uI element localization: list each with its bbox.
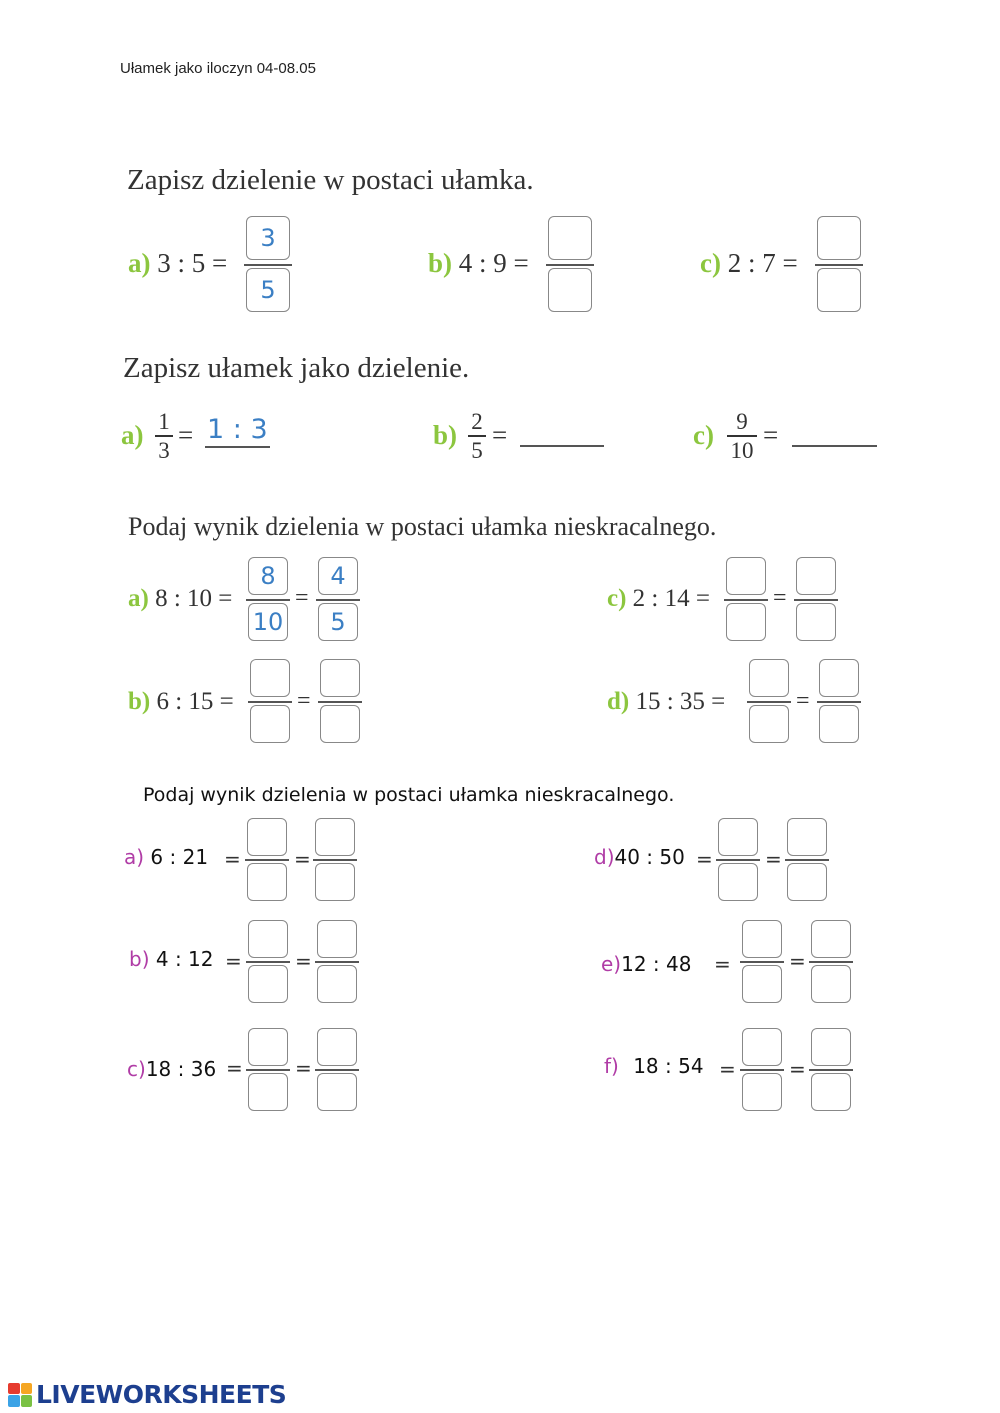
- s3-item-b: b) 6 : 15 =: [128, 688, 234, 715]
- s3-d-den1-box[interactable]: [749, 705, 789, 743]
- s4-b-eq1: =: [225, 949, 242, 973]
- s2-b-label: b): [433, 420, 458, 450]
- s4-a-den2-box[interactable]: [315, 863, 355, 901]
- s4-f-bar2: [809, 1069, 853, 1071]
- s4-c-num2-box[interactable]: [317, 1028, 357, 1066]
- s4-item-d: d)40 : 50: [594, 845, 685, 869]
- s4-e-bar2: [809, 961, 853, 963]
- s4-c-bar2: [315, 1069, 359, 1071]
- s4-b-num1-box[interactable]: [248, 920, 288, 958]
- s3-b-den2-box[interactable]: [320, 705, 360, 743]
- s4-e-num1-box[interactable]: [742, 920, 782, 958]
- s3-b-den1-box[interactable]: [250, 705, 290, 743]
- s3-item-c: c) 2 : 14 =: [607, 585, 710, 612]
- s2-a-fraction: 1 3: [155, 410, 173, 462]
- s1-a-fraction-bar: [244, 264, 292, 266]
- s4-c-num1-box[interactable]: [248, 1028, 288, 1066]
- s1-item-a: a) 3 : 5 =: [128, 248, 228, 278]
- s4-d-den2-box[interactable]: [787, 863, 827, 901]
- s4-item-a: a) 6 : 21: [124, 845, 209, 869]
- s2-a-answer[interactable]: 1 : 3: [207, 414, 268, 445]
- s1-a-expr: 3 : 5 =: [157, 248, 228, 278]
- s3-a-den2-box[interactable]: 5: [318, 603, 358, 641]
- section2-title: Zapisz ułamek jako dzielenie.: [123, 352, 470, 384]
- s4-a-num2-box[interactable]: [315, 818, 355, 856]
- s4-e-num2-box[interactable]: [811, 920, 851, 958]
- s4-a-eq1: =: [224, 847, 241, 871]
- s3-item-a: a) 8 : 10 =: [128, 585, 233, 612]
- s3-item-d: d) 15 : 35 =: [607, 688, 726, 715]
- s4-b-den1-box[interactable]: [248, 965, 288, 1003]
- s4-d-bar2: [785, 859, 829, 861]
- s3-b-num2-box[interactable]: [320, 659, 360, 697]
- s4-f-num1-box[interactable]: [742, 1028, 782, 1066]
- s4-f-bar1: [740, 1069, 784, 1071]
- s1-b-fraction-bar: [546, 264, 594, 266]
- s4-a-den1-box[interactable]: [247, 863, 287, 901]
- s4-b-bar2: [315, 961, 359, 963]
- s3-d-bar1: [747, 701, 791, 703]
- s3-c-eq: =: [773, 585, 787, 611]
- s3-d-eq: =: [796, 688, 810, 714]
- s4-e-eq1: =: [714, 952, 731, 976]
- s4-c-den2-box[interactable]: [317, 1073, 357, 1111]
- s4-c-bar1: [246, 1069, 290, 1071]
- s3-a-eq: =: [295, 585, 309, 611]
- s3-c-num2-box[interactable]: [796, 557, 836, 595]
- s4-e-den1-box[interactable]: [742, 965, 782, 1003]
- s1-b-numerator-box[interactable]: [548, 216, 592, 260]
- s3-d-den2-box[interactable]: [819, 705, 859, 743]
- s3-c-den2-box[interactable]: [796, 603, 836, 641]
- logo-text: LIVEWORKSHEETS: [36, 1380, 287, 1409]
- s4-f-eq1: =: [719, 1057, 736, 1081]
- s4-d-den1-box[interactable]: [718, 863, 758, 901]
- s3-b-num1-box[interactable]: [250, 659, 290, 697]
- s4-e-eq2: =: [789, 949, 806, 973]
- s3-a-den1-box[interactable]: 10: [248, 603, 288, 641]
- s1-item-c: c) 2 : 7 =: [700, 248, 798, 278]
- s4-a-num1-box[interactable]: [247, 818, 287, 856]
- s2-c-answer-line: [792, 445, 877, 447]
- s3-d-num2-box[interactable]: [819, 659, 859, 697]
- s3-b-bar2: [318, 701, 362, 703]
- s3-a-num1-box[interactable]: 8: [248, 557, 288, 595]
- s3-c-den1-box[interactable]: [726, 603, 766, 641]
- s4-b-den2-box[interactable]: [317, 965, 357, 1003]
- s1-c-fraction-bar: [815, 264, 863, 266]
- s2-a-answer-line: [205, 446, 270, 448]
- s4-item-e: e)12 : 48: [601, 952, 692, 976]
- s3-c-bar1: [724, 599, 768, 601]
- s2-a-label: a): [121, 420, 144, 450]
- s1-b-denominator-box[interactable]: [548, 268, 592, 312]
- s4-f-den2-box[interactable]: [811, 1073, 851, 1111]
- s4-item-b: b) 4 : 12: [129, 947, 214, 971]
- s4-d-bar1: [716, 859, 760, 861]
- s2-b-equals: =: [492, 420, 508, 450]
- s1-item-b: b) 4 : 9 =: [428, 248, 529, 278]
- s2-c-equals: =: [763, 420, 779, 450]
- s4-b-eq2: =: [295, 949, 312, 973]
- s4-b-bar1: [246, 961, 290, 963]
- s4-d-num1-box[interactable]: [718, 818, 758, 856]
- s4-c-den1-box[interactable]: [248, 1073, 288, 1111]
- page-header: Ułamek jako iloczyn 04-08.05: [120, 60, 316, 77]
- s4-b-num2-box[interactable]: [317, 920, 357, 958]
- s3-d-num1-box[interactable]: [749, 659, 789, 697]
- s4-d-eq2: =: [765, 847, 782, 871]
- s4-a-eq2: =: [294, 847, 311, 871]
- s4-d-eq1: =: [696, 847, 713, 871]
- section4-title: Podaj wynik dzielenia w postaci ułamka nieskracalnego.: [143, 784, 675, 806]
- s4-d-num2-box[interactable]: [787, 818, 827, 856]
- s4-c-eq1: =: [226, 1056, 243, 1080]
- s3-b-bar1: [248, 701, 292, 703]
- s3-d-bar2: [817, 701, 861, 703]
- s2-c-label: c): [693, 420, 714, 450]
- s4-f-eq2: =: [789, 1057, 806, 1081]
- s1-c-numerator-box[interactable]: [817, 216, 861, 260]
- s1-a-denominator-box[interactable]: 5: [246, 268, 290, 312]
- s3-b-eq: =: [297, 688, 311, 714]
- s1-a-numerator-box[interactable]: 3: [246, 216, 290, 260]
- s1-c-expr: 2 : 7 =: [727, 248, 798, 278]
- s4-a-bar1: [245, 859, 289, 861]
- s4-f-num2-box[interactable]: [811, 1028, 851, 1066]
- s3-a-bar1: [246, 599, 290, 601]
- s4-item-f: f) 18 : 54: [604, 1054, 704, 1078]
- s4-e-bar1: [740, 961, 784, 963]
- logo-icon: [8, 1383, 32, 1407]
- s2-b-fraction: 2 5: [468, 410, 486, 462]
- s4-c-eq2: =: [295, 1056, 312, 1080]
- s4-a-bar2: [313, 859, 357, 861]
- s3-c-bar2: [794, 599, 838, 601]
- s1-c-denominator-box[interactable]: [817, 268, 861, 312]
- s3-a-bar2: [316, 599, 360, 601]
- section3-title: Podaj wynik dzielenia w postaci ułamka nieskracalnego.: [128, 512, 717, 541]
- section1-title: Zapisz dzielenie w postaci ułamka.: [127, 164, 534, 196]
- s2-a-equals: =: [178, 420, 194, 450]
- s3-c-num1-box[interactable]: [726, 557, 766, 595]
- s4-e-den2-box[interactable]: [811, 965, 851, 1003]
- s2-b-answer-line: [520, 445, 604, 447]
- liveworksheets-logo: [8, 1380, 286, 1409]
- s4-f-den1-box[interactable]: [742, 1073, 782, 1111]
- s1-b-expr: 4 : 9 =: [458, 248, 529, 278]
- s2-c-fraction: 9 10: [727, 410, 757, 462]
- s3-a-num2-box[interactable]: 4: [318, 557, 358, 595]
- s4-item-c: c)18 : 36: [127, 1057, 217, 1081]
